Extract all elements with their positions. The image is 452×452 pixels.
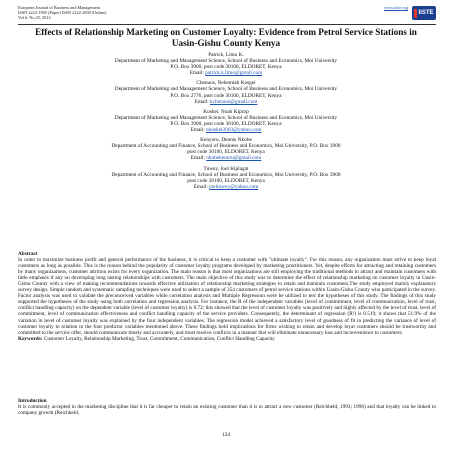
- keywords-line: [18, 336, 436, 342]
- journal-url-link[interactable]: www.iiste.org: [384, 5, 408, 10]
- introduction-section: [18, 398, 436, 416]
- author-email-link[interactable]: kchenuos@gmail.com: [210, 98, 258, 105]
- author-block: [20, 80, 432, 104]
- abstract-body: In order to maximize business profit and general performance of the business, it is critical to keep a customer with "ultimate loyalty". For this reason, any organization must strive to keep loyal customers as long as possible. This is the reason behind the popularity of customer loyalty programs developed by marketing practitioners. Yet, despite efforts for attracting and retaining customers by many organizations, customer attrition exists for every organization. The main reason is that most organizations are still employing the traditional methods to attract and maintain customers with little emphasis if any on developing long lasting relationships with customers. The main objective of this study was to determine the effect of relationship marketing on customer loyalty in Uasin-Gishu County with a view of making recommendations towards effective utilization of relationship marketing strategies to retain and maintain customers.The study employed mainly explanatory survey design. Simple random and systematic sampling techniques were used to select a sample of 354 customers of petrol service stations within Uasin-Gishu County who participated in the survey. Factor analysis was used to validate the preconceived variables while correlation analysis and Multiple Regression were be utilized to test the hypotheses of this study. The findings of this study supported the hypotheses of the study using both correlation and regression analysis. For instance, the R of the independent variables (level of commitment, level of communication, level of trust, conflict handling capacity) on the dependent variable (level of customer loyalty) is 0.72; this showed that the level of customer loyalty was positively and highly affected by the level of trust, level of commitment, level of communication effectiveness and conflict handling capacity of the service providers. Consequently, the determinant of regression (R²) is 0.519; it shows that 51.9% of the variation in level of customer loyalty was explained by the four independent variables. The regression model achieved a satisfactory level of goodness of fit in predicting the variance of level of customer loyalty in relation to the four predictor variables mentioned above. These findings hold implications for firms wishing to retain and develop loyal customers should be trustworthy and committed to the service offer, should communicate timely and accurately, and must resolve conflicts in a manner that will eliminate unnecessary loss and inconvenience to customers.: [18, 257, 436, 336]
- author-block: [20, 109, 432, 133]
- journal-header: [18, 5, 106, 21]
- author-affiliation: Department of Marketing and Management Science, School of Business and Economics, Moi University: [114, 86, 338, 93]
- header-divider: [18, 24, 436, 25]
- journal-issn: ISSN 2222-1905 (Paper) ISSN 2222-2839 (Online): [18, 10, 107, 16]
- author-affiliation: Department of Marketing and Management Science, School of Business and Economics, Moi University: [114, 58, 338, 65]
- author-email-link[interactable]: joeltuwey@yahoo.com: [209, 183, 259, 190]
- keywords-text: Customer Loyalty, Relationship Marketing, Trust, Commitment, Communication, Conflict Handling Capacity: [43, 335, 275, 342]
- email-label: Email:: [190, 155, 205, 162]
- email-label: Email:: [194, 98, 209, 105]
- author-email-line: [20, 99, 432, 105]
- author-name: Chenuos, Nehemiah Kosgei: [196, 80, 256, 87]
- iiste-logo: [412, 6, 436, 20]
- journal-volume: Vol.6, No.25, 2014: [18, 15, 51, 21]
- author-affiliation: Department of Accounting and Finance, School of Business and Economics, Moi University, P.O. Box 3900: [111, 143, 341, 150]
- author-block: [20, 52, 432, 76]
- author-email-link[interactable]: nkobekenoru@gmail.com: [206, 155, 262, 162]
- page-number: 124: [221, 432, 231, 438]
- author-address: post code 30100, ELDORET, Kenya: [187, 177, 265, 184]
- author-block: [20, 137, 432, 161]
- author-email-line: [20, 184, 432, 190]
- paper-title: Effects of Relationship Marketing on Customer Loyalty: Evidence from Petrol Service Stations in Uasin-Gishu County Kenya: [35, 27, 417, 48]
- author-name: Patrick, Limo K.: [208, 52, 244, 58]
- author-affiliation: Department of Marketing and Management Science, School of Business and Economics, Moi University: [114, 114, 338, 121]
- keywords-label: Keywords:: [18, 335, 43, 342]
- logo-text: IISTE: [418, 10, 434, 16]
- author-email-line: [20, 70, 432, 76]
- author-list: [20, 52, 432, 194]
- author-address: P.O. Box 2776, post code 30100, ELDORET, Kenya: [170, 92, 282, 99]
- email-label: Email:: [193, 183, 208, 190]
- author-address: P.O. Box 3900, post code 30100, ELDORET, Kenya: [170, 120, 282, 127]
- author-email-line: [20, 155, 432, 161]
- introduction-heading: Introduction: [18, 398, 47, 404]
- author-email-link[interactable]: patrick.k.limo@gmail.com: [205, 70, 263, 77]
- author-address: post code 30100, ELDORET, Kenya: [187, 149, 265, 156]
- abstract-heading: Abstract: [18, 251, 38, 257]
- logo-accent-icon: [414, 9, 417, 18]
- author-address: P.O. Box 3900, post code 30100, ELDORET, Kenya: [170, 64, 282, 71]
- journal-name: European Journal of Business and Management: [18, 5, 100, 10]
- author-affiliation: Department of Accounting and Finance, School of Business and Economics, Moi University, P.O. Box 3900: [111, 171, 341, 178]
- email-label: Email:: [190, 127, 205, 134]
- author-email-line: [20, 127, 432, 133]
- author-name: Kenyoru, Dennis Nkobe: [200, 137, 252, 144]
- abstract-section: [18, 251, 436, 342]
- author-name: Koskei, Noah Kiprop: [203, 108, 249, 115]
- author-name: Tuwey, Joel Kiplagat: [203, 165, 249, 172]
- author-email-link[interactable]: nkoskei2003@yahoo.com: [206, 127, 262, 134]
- author-block: [20, 166, 432, 190]
- email-label: Email:: [189, 70, 204, 77]
- introduction-body: It is commonly accepted in the marketing discipline that it is far cheaper to retain an existing customer than it is to attract a new customer (Reichheld, 1993; 1996) and that loyalty can be linked to company growth (Reichheld,: [18, 404, 436, 417]
